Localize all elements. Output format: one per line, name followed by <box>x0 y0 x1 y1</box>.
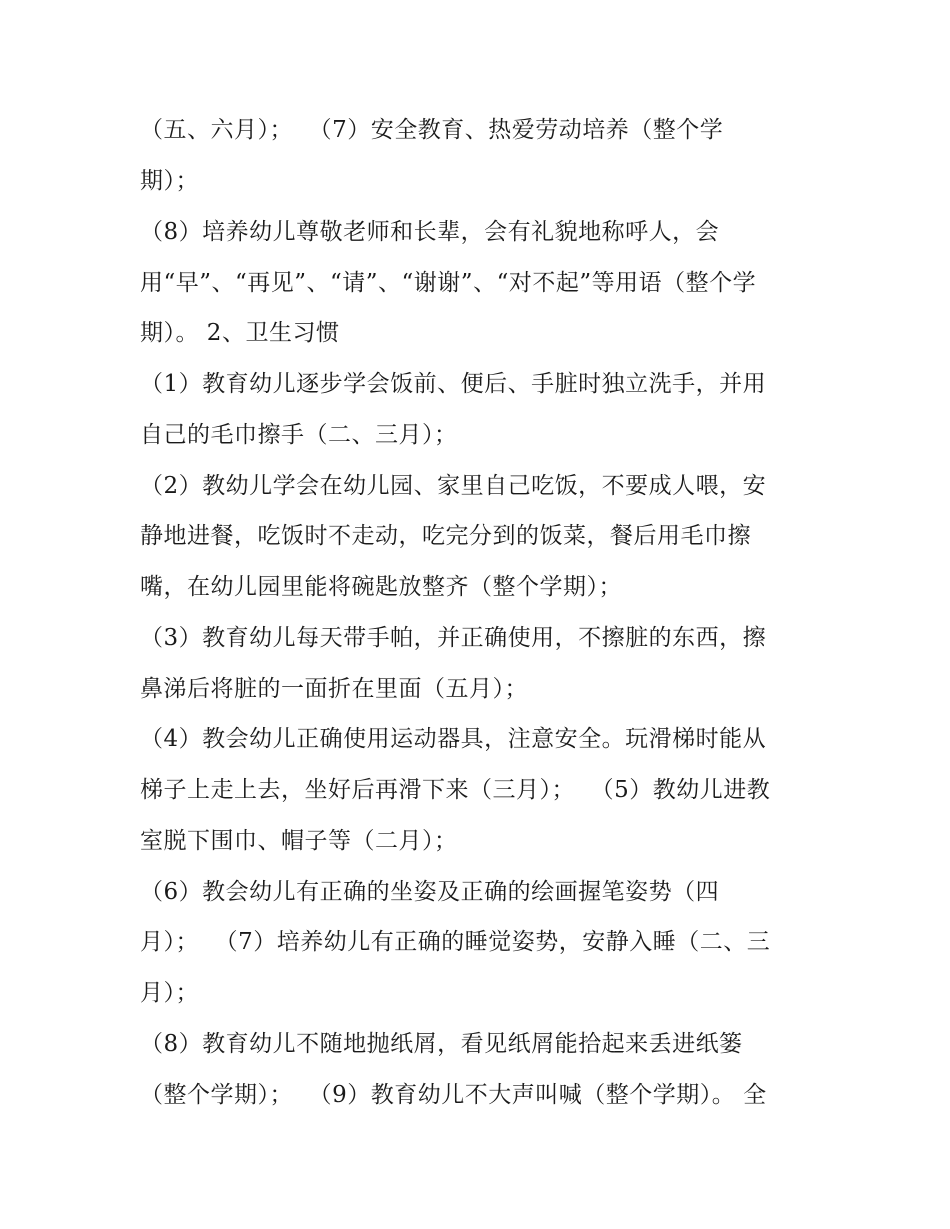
text-line: （1）教育幼儿逐步学会饭前、便后、手脏时独立洗手，并用 <box>140 371 767 397</box>
text-line: （五、六月）； （7）安全教育、热爱劳动培养（整个学 <box>140 117 724 143</box>
text-line: 期）； <box>140 168 199 194</box>
text-line: （8）教育幼儿不随地抛纸屑，看见纸屑能拾起来丢进纸篓 <box>140 1031 743 1057</box>
text-line: （8）培养幼儿尊敬老师和长辈，会有礼貌地称呼人，会 <box>140 219 720 245</box>
text-line: （整个学期）； （9）教育幼儿不大声叫喊（整个学期）。 全 <box>140 1082 767 1108</box>
text-line: 月）； <box>140 980 199 1006</box>
text-line: 嘴，在幼儿园里能将碗匙放整齐（整个学期）； <box>140 574 622 600</box>
text-line: 用“早”、“再见”、“请”、“谢谢”、“对不起”等用语（整个学 <box>140 270 757 296</box>
text-line: 期）。 2、卫生习惯 <box>140 320 340 346</box>
text-line: 梯子上走上去，坐好后再滑下来（三月）； （5）教幼儿进教 <box>140 777 771 803</box>
text-line: 静地进餐，吃饭时不走动，吃完分到的饭菜，餐后用毛巾擦 <box>140 523 751 549</box>
text-line: （3）教育幼儿每天带手帕，并正确使用，不擦脏的东西，擦 <box>140 625 767 651</box>
text-line: 自己的毛巾擦手（二、三月）； <box>140 422 458 448</box>
text-line: （2）教幼儿学会在幼儿园、家里自己吃饭，不要成人喂，安 <box>140 473 767 499</box>
text-line: 室脱下围巾、帽子等（二月）； <box>140 828 458 854</box>
text-line: （4）教会幼儿正确使用运动器具，注意安全。玩滑梯时能从 <box>140 726 767 752</box>
text-line: 鼻涕后将脏的一面折在里面（五月）； <box>140 676 528 702</box>
text-line: （6）教会幼儿有正确的坐姿及正确的绘画握笔姿势（四 <box>140 879 720 905</box>
text-line: 月）； （7）培养幼儿有正确的睡觉姿势，安静入睡（二、三 <box>140 929 771 955</box>
